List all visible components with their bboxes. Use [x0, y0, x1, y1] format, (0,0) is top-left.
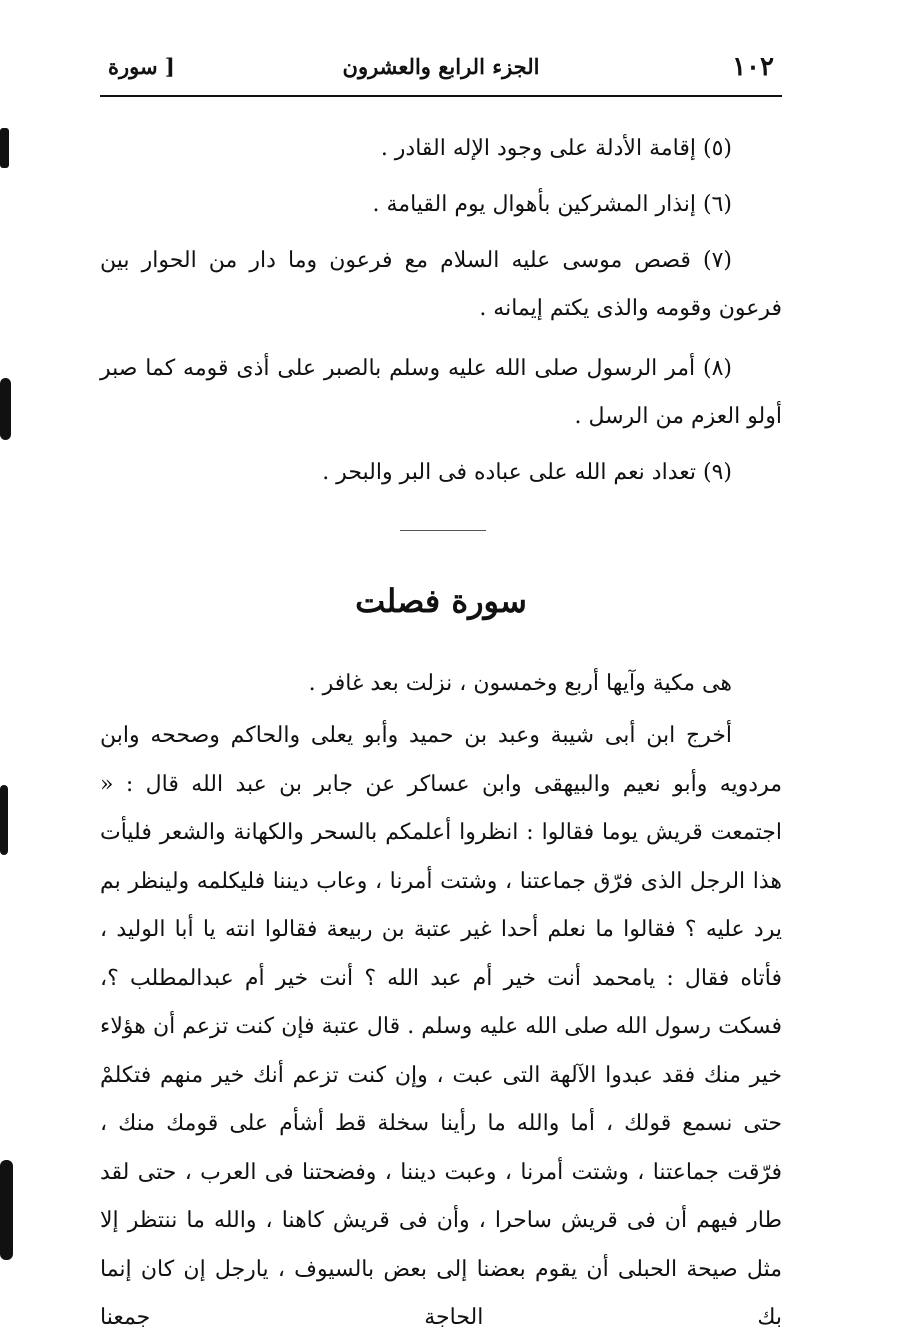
narrative-paragraph: أخرج ابن أبى شيبة وعبد بن حميد وأبو يعلى والحاكم وصححه وابن مردويه وأبو نعيم والبيهقى وابن عساكر عن جابر بن عبد الله قال : « اجتمعت قريش يوما فقالوا : انظروا أعلمكم بالسحر والكهانة والشعر فليأت هذا الرجل الذى فرّق جماعتنا ، وشتت أمرنا ، وعاب ديننا فليكلمه ولينظر بم يرد عليه ؟ فقالوا ما نعلم أحدا غير عتبة بن ربيعة فقالوا انته يا أبا الوليد ، فأتاه فقال : يامحمد أنت خير أم عبد الله ؟ أنت خير أم عبدالمطلب ؟، فسكت رسول الله صلى الله عليه وسلم . قال عتبة فإن كنت تزعم أن هؤلاء خير منك فقد عبدوا الآلهة التى عبت ، وإن كنت تزعم أنك خير منهم فتكلمْ حتى نسمع قولك ، أما والله ما رأينا سخلة قط أشأم على قومك منك ، فرّقت جماعتنا ، وشتت أمرنا ، وعبت ديننا ، وفضحتنا فى العرب ، حتى لقد طار فيهم أن فى قريش ساحرا ، وأن فى قريش كاهنا ، والله ما ننتظر إلا مثل صيحة الحبلى أن يقوم بعضنا إلى بعض بالسيوف ، يارجل إن كان إنما بك الحاجة جمعنا: [100, 723, 782, 1330]
topics-list: [100, 125, 782, 497]
section-separator: [400, 530, 486, 531]
surah-intro: هى مكية وآيها أربع وخمسون ، نزلت بعد غافر .: [308, 671, 732, 696]
scan-edge-mark: [0, 378, 11, 440]
list-item: (٧) قصص موسى عليه السلام مع فرعون وما دار من الحوار بين فرعون وقومه والذى يكتم إيمانه .: [100, 248, 782, 321]
list-item: (٩) تعداد نعم الله على عباده فى البر والبحر .: [322, 460, 732, 485]
header-rule: [100, 95, 782, 97]
surah-title: سورة فصلت: [355, 582, 527, 620]
page-number: ١٠٢: [732, 52, 774, 82]
list-item: (٦) إنذار المشركين بأهوال يوم القيامة .: [372, 192, 732, 217]
list-item: (٥) إقامة الأدلة على وجود الإله القادر .: [380, 136, 732, 161]
scan-edge-mark: [0, 128, 9, 168]
page-header: [100, 48, 782, 92]
scan-edge-mark: [0, 785, 8, 855]
scan-edge-mark: [0, 1160, 13, 1260]
running-title: الجزء الرابع والعشرون: [342, 54, 540, 79]
list-item: (٨) أمر الرسول صلى الله عليه وسلم بالصبر على أذى قومه كما صبر أولو العزم من الرسل .: [100, 356, 782, 429]
sura-label: [ سورة: [108, 54, 175, 79]
